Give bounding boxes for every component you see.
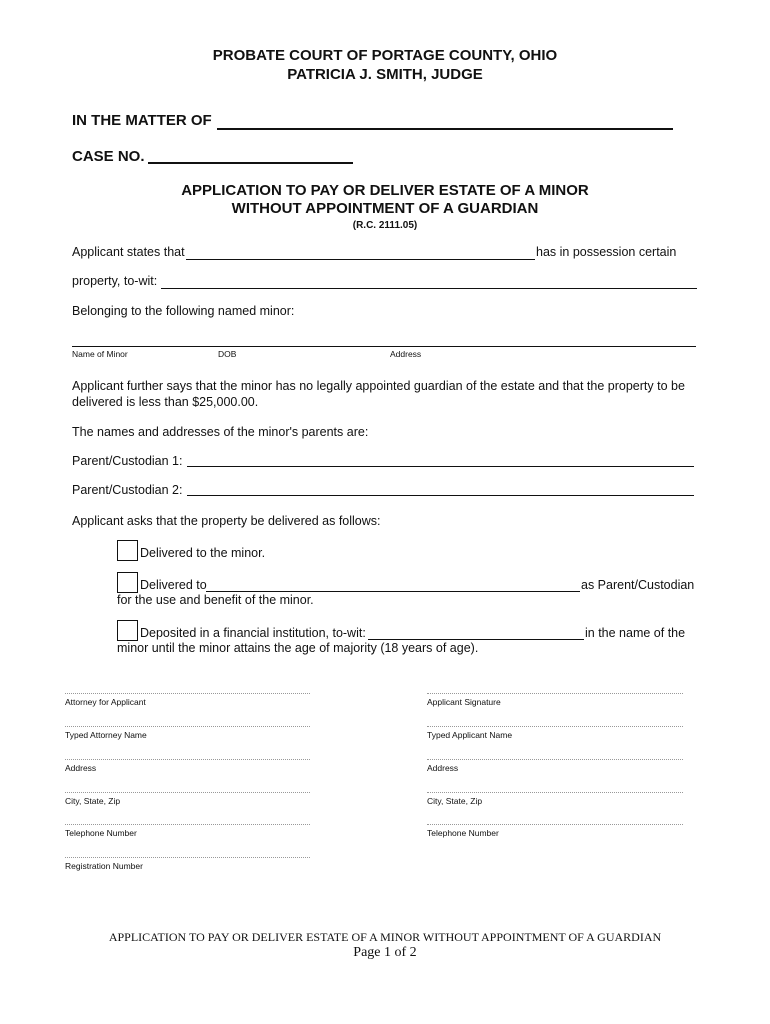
use-benefit-label: for the use and benefit of the minor. [117,593,314,607]
typed-attorney-label: Typed Attorney Name [65,730,147,740]
minor-name-caption: Name of Minor [72,349,128,359]
applicant-address-line[interactable] [427,759,683,760]
age-majority-label: minor until the minor attains the age of majority (18 years of age). [117,641,479,655]
case-label: CASE NO. [72,148,145,165]
deliver-to-minor-checkbox[interactable] [117,540,138,561]
applicant-city-label: City, State, Zip [427,796,483,806]
parent1-field[interactable] [187,466,694,467]
typed-applicant-label: Typed Applicant Name [427,730,513,740]
attorney-city-label: City, State, Zip [65,796,121,806]
deliver-to-label: Delivered to [140,578,207,592]
applicant-signature-line[interactable] [427,693,683,694]
as-custodian-label: as Parent/Custodian [581,578,695,592]
in-name-label: in the name of the [585,626,686,640]
institution-field[interactable] [368,639,584,640]
applicant-city-line[interactable] [427,792,683,793]
applicant-name-field[interactable] [186,259,535,260]
attorney-phone-label: Telephone Number [65,828,137,838]
custodian-name-field[interactable] [206,591,580,592]
matter-field[interactable] [217,128,673,130]
form-title-line2: WITHOUT APPOINTMENT OF A GUARDIAN [231,200,539,217]
statute-reference: (R.C. 2111.05) [352,220,418,231]
minor-info-field[interactable] [72,346,696,347]
registration-label: Registration Number [65,861,143,871]
attorney-address-label: Address [65,763,97,773]
asks-label: Applicant asks that the property be delivered as follows: [72,514,381,528]
applicant-states-label: Applicant states that [72,245,185,259]
applicant-phone-label: Telephone Number [427,828,499,838]
minor-address-caption: Address [390,349,422,359]
typed-attorney-line[interactable] [65,726,310,727]
deposit-institution-checkbox[interactable] [117,620,138,641]
judge-name: PATRICIA J. SMITH, JUDGE [287,66,483,83]
deliver-to-minor-label: Delivered to the minor. [140,546,266,560]
parent2-label: Parent/Custodian 2: [72,483,183,497]
attorney-phone-line[interactable] [65,824,310,825]
registration-line[interactable] [65,857,310,858]
parents-intro: The names and addresses of the minor's parents are: [72,425,369,439]
court-name: PROBATE COURT OF PORTAGE COUNTY, OHIO [212,47,558,64]
attorney-signature-line[interactable] [65,693,310,694]
footer-title: APPLICATION TO PAY OR DELIVER ESTATE OF A MINOR WITHOUT APPOINTMENT OF A GUARDIAN [108,930,662,944]
attorney-city-line[interactable] [65,792,310,793]
belonging-label: Belonging to the following named minor: [72,304,295,318]
further-says-line2: delivered is less than $25,000.00. [72,395,259,409]
minor-dob-caption: DOB [218,349,237,359]
property-label: property, to-wit: [72,274,158,288]
typed-applicant-line[interactable] [427,726,683,727]
case-number-field[interactable] [148,162,353,164]
deliver-to-custodian-checkbox[interactable] [117,572,138,593]
has-possession-label: has in possession certain [536,245,677,259]
parent2-field[interactable] [187,495,694,496]
deposited-label: Deposited in a financial institution, to-wit: [140,626,366,640]
parent1-label: Parent/Custodian 1: [72,454,183,468]
page-number: Page 1 of 2 [353,945,417,960]
attorney-address-line[interactable] [65,759,310,760]
applicant-address-label: Address [427,763,459,773]
further-says-line1: Applicant further says that the minor has no legally appointed guardian of the estate and that the property to be [72,379,685,393]
property-field[interactable] [161,288,697,289]
applicant-phone-line[interactable] [427,824,683,825]
attorney-label: Attorney for Applicant [65,697,146,707]
form-title-line1: APPLICATION TO PAY OR DELIVER ESTATE OF A MINOR [181,182,589,199]
applicant-signature-label: Applicant Signature [427,697,501,707]
matter-label: IN THE MATTER OF [72,112,212,129]
